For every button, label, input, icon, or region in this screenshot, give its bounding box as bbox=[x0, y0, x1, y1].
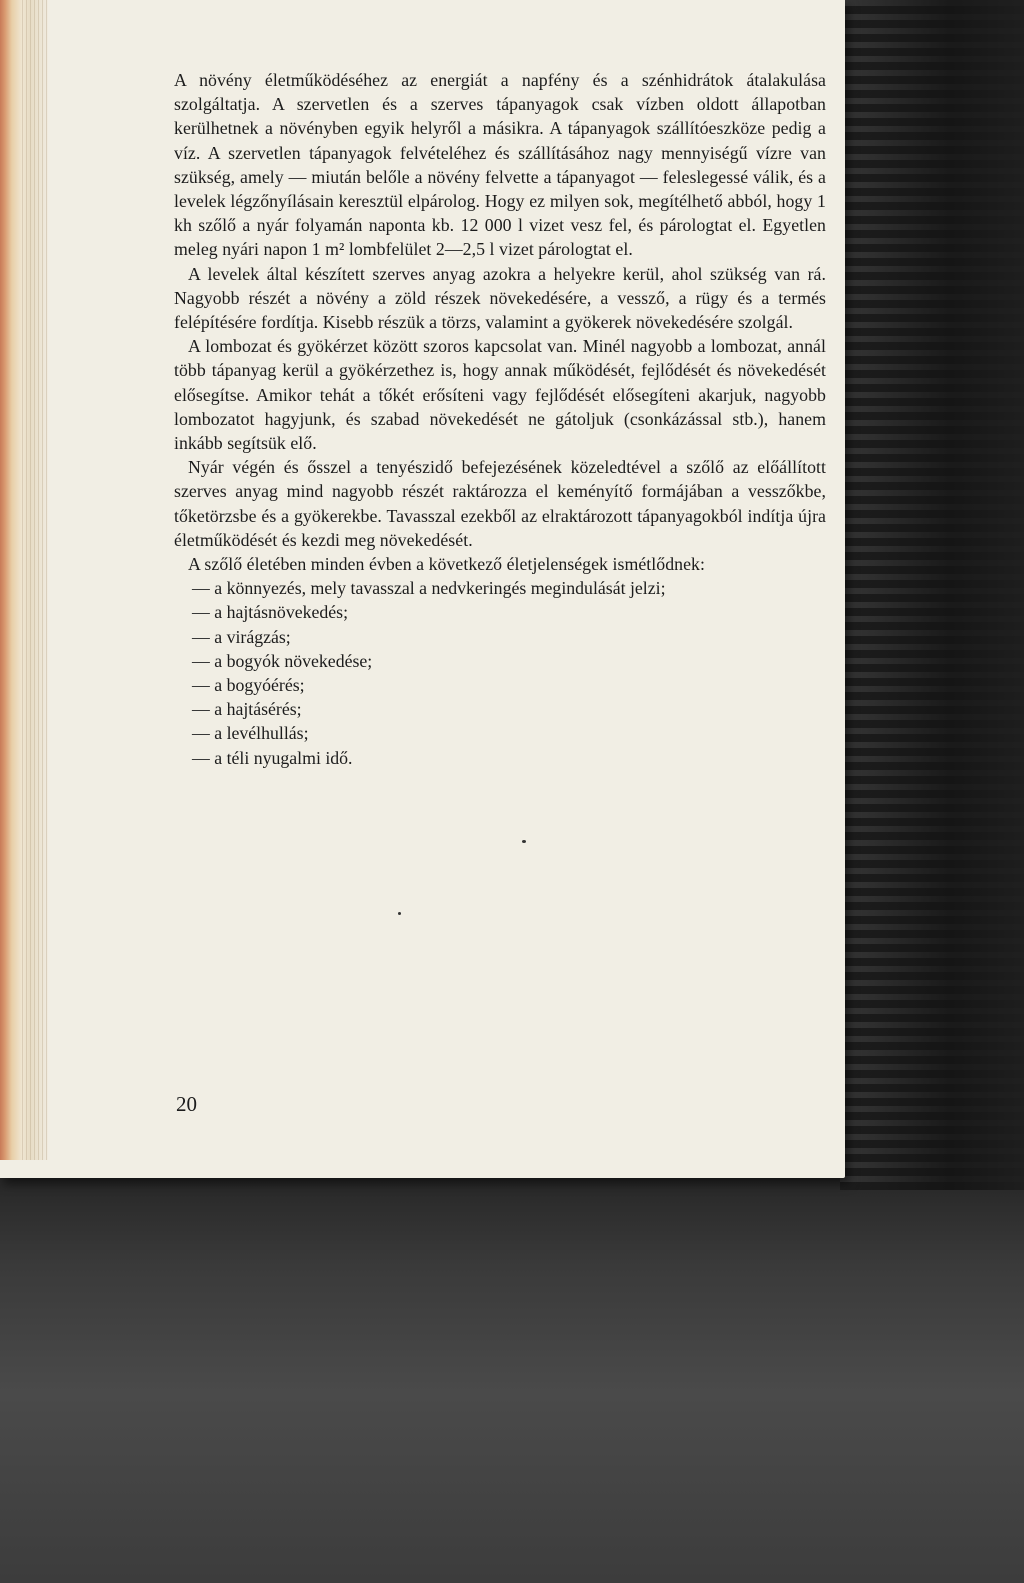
list-item: — a bogyóérés; bbox=[192, 675, 305, 696]
list-item: — a virágzás; bbox=[192, 626, 291, 647]
page-edges bbox=[22, 0, 48, 1160]
paragraph-energy: A növény életműködéséhez az energiát a napfény és a szénhidrátok átalakulása szolgáltatja. A szervetlen és a szerves tápanyagok csak vízben oldott állapotban kerülhetnek a növényben egyik helyről a másikra. A tápanyagok szállítóeszköze pedig a víz. A szervetlen tápanyagok felvételéhez és szállításához nagy mennyiségű vízre van szükség, amely — miután belőle a növény felvette a tápanyagot — feleslegessé válik, és a levelek légzőnyílásain keresztül elpárolog. Hogy ez milyen sok, megítélhető abból, hogy 1 kh szőlő a nyár folyamán naponta kb. 12 000 l vizet vesz fel, és párologtat el. Egyetlen meleg nyári napon 1 m² lombfelület 2—2,5 l vizet párologtat el. bbox=[174, 70, 826, 260]
page-number: 20 bbox=[176, 1092, 197, 1116]
list-item: — a hajtásnövekedés; bbox=[192, 602, 349, 623]
paragraph-foliage-roots: A lombozat és gyökérzet között szoros kapcsolat van. Minél nagyobb a lombozat, annál több tápanyag kerül a gyökérzethez is, hogy annak működését, fejlődését és növekedését elősegítse. Amikor tehát a tőkét erősíteni vagy fejlődését elősegíteni akarjuk, nagyobb lombozatot hagyjunk, és szabad növekedését ne gátoljuk (csonkázással stb.), hanem inkább segítsük elő. bbox=[174, 336, 826, 454]
scanner-backdrop-shade bbox=[840, 0, 1024, 1190]
ink-speck bbox=[522, 840, 526, 843]
page-body bbox=[174, 68, 826, 770]
paragraph-life-phenomena: A szőlő életében minden évben a következő életjelenségek ismétlődnek: bbox=[188, 554, 705, 575]
list-item: — a téli nyugalmi idő. bbox=[192, 747, 353, 768]
paragraph-autumn-storage: Nyár végén és ősszel a tenyészidő befejezésének közeledtével a szőlő az előállított szerves anyag mind nagyobb részét raktározza el keményítő formájában a vesszőkbe, tőketörzsbe és a gyökerekbe. Tavasszal ezekből az elraktározott tápanyagokból indítja újra életműködését és kezdi meg növekedését. bbox=[174, 457, 826, 550]
list-item: — a bogyók növekedése; bbox=[192, 650, 373, 671]
list-item: — a könnyezés, mely tavasszal a nedvkeringés megindulását jelzi; bbox=[192, 578, 666, 599]
paragraph-organic-matter: A levelek által készített szerves anyag azokra a helyekre kerül, ahol szükség van rá. Nagyobb részét a növény a zöld részek növekedésére, a vessző, a rügy és a termés felépítésére fordítja. Kisebb részük a törzs, valamint a gyökerek növekedésére szolgál. bbox=[174, 263, 826, 333]
list-item: — a hajtásérés; bbox=[192, 699, 302, 720]
ink-speck bbox=[398, 912, 401, 915]
life-stages-list bbox=[174, 576, 826, 770]
list-item: — a levélhullás; bbox=[192, 723, 309, 744]
